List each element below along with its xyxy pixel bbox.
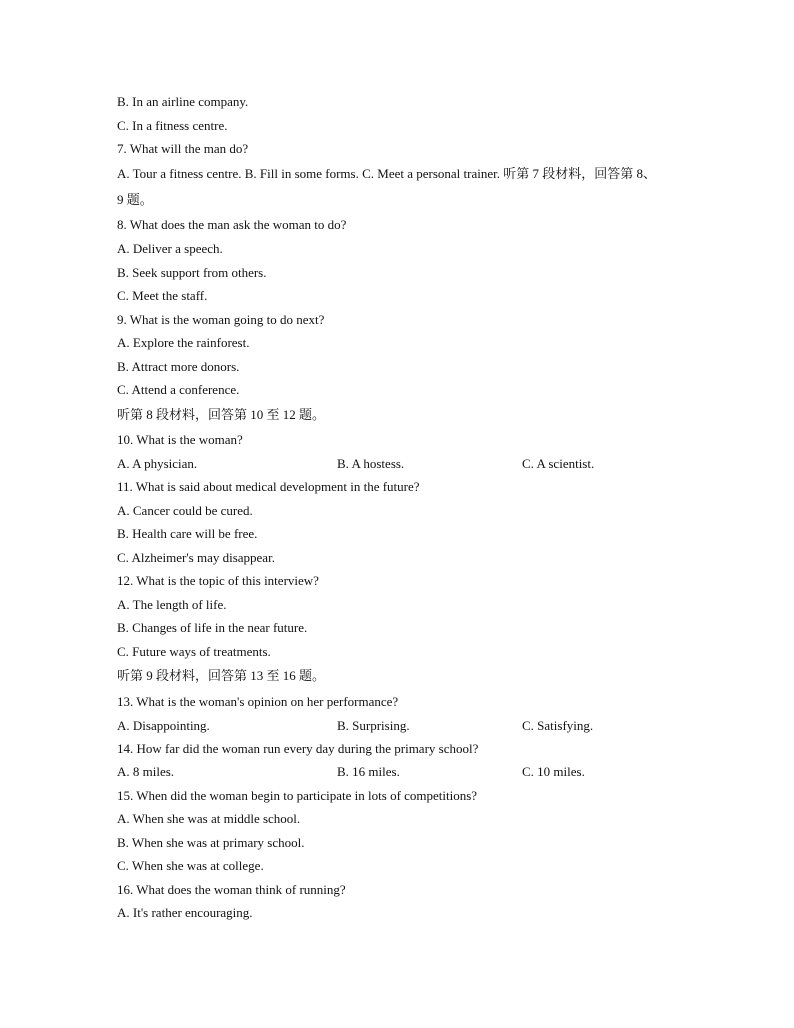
- question-line: 10. What is the woman?: [117, 432, 243, 447]
- option-line: A. The length of life.: [117, 597, 227, 612]
- option-line: A. Deliver a speech.: [117, 241, 223, 256]
- option-line: C. Meet the staff.: [117, 288, 208, 303]
- option-line: B. Seek support from others.: [117, 265, 267, 280]
- option-b: B. 16 miles.: [337, 764, 400, 779]
- option-line: B. In an airline company.: [117, 94, 249, 109]
- question-line: 8. What does the man ask the woman to do?: [117, 217, 347, 232]
- option-line: C. Future ways of treatments.: [117, 644, 271, 659]
- option-line: A. It's rather encouraging.: [117, 905, 253, 920]
- options-row: [117, 456, 677, 472]
- section-instruction: 听第 9 段材料，回答第 13 至 16 题。: [117, 668, 326, 683]
- option-line: C. In a fitness centre.: [117, 118, 228, 133]
- option-c: C. A scientist.: [522, 456, 595, 471]
- instruction-continuation: 9 题。: [117, 192, 153, 207]
- question-line: 16. What does the woman think of running?: [117, 882, 346, 897]
- option-line: B. Attract more donors.: [117, 359, 240, 374]
- option-b: B. Surprising.: [337, 718, 410, 733]
- option-a: A. A physician.: [117, 456, 198, 471]
- option-line: A. Explore the rainforest.: [117, 335, 250, 350]
- option-line: B. When she was at primary school.: [117, 835, 305, 850]
- options-row: [117, 764, 677, 780]
- question-line: 12. What is the topic of this interview?: [117, 573, 319, 588]
- option-line: C. Alzheimer's may disappear.: [117, 550, 275, 565]
- option-line: B. Health care will be free.: [117, 526, 258, 541]
- question-line: 11. What is said about medical development in the future?: [117, 479, 420, 494]
- options-and-instruction-line: A. Tour a fitness centre. B. Fill in some forms. C. Meet a personal trainer. 听第 7 段材料，回答第 8、: [117, 166, 656, 181]
- option-a: A. 8 miles.: [117, 764, 175, 779]
- question-line: 7. What will the man do?: [117, 141, 249, 156]
- option-line: B. Changes of life in the near future.: [117, 620, 308, 635]
- option-b: B. A hostess.: [337, 456, 405, 471]
- question-line: 15. When did the woman begin to participate in lots of competitions?: [117, 788, 478, 803]
- question-line: 13. What is the woman's opinion on her performance?: [117, 694, 399, 709]
- option-line: C. When she was at college.: [117, 858, 264, 873]
- option-c: C. Satisfying.: [522, 718, 594, 733]
- option-line: A. When she was at middle school.: [117, 811, 301, 826]
- question-line: 9. What is the woman going to do next?: [117, 312, 325, 327]
- options-row: [117, 718, 677, 734]
- option-line: A. Cancer could be cured.: [117, 503, 253, 518]
- option-line: C. Attend a conference.: [117, 382, 240, 397]
- question-line: 14. How far did the woman run every day during the primary school?: [117, 741, 479, 756]
- option-a: A. Disappointing.: [117, 718, 210, 733]
- option-c: C. 10 miles.: [522, 764, 585, 779]
- section-instruction: 听第 8 段材料，回答第 10 至 12 题。: [117, 407, 326, 422]
